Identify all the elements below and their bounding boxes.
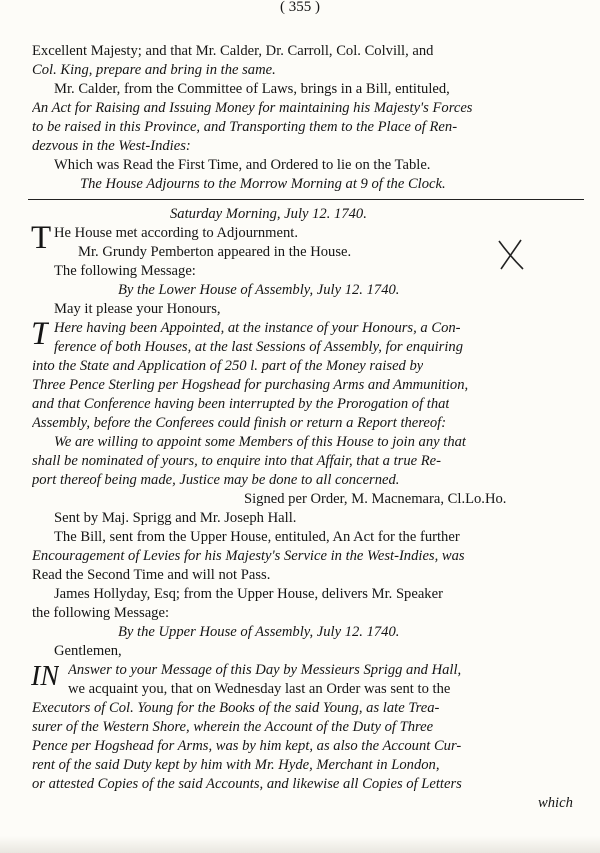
section-heading: Saturday Morning, July 12. 1740. xyxy=(170,206,367,222)
text-line: Encouragement of Levies for his Majesty's Service in the West-Indies, was xyxy=(32,548,465,564)
drop-cap: T xyxy=(31,318,50,351)
text-line: The House Adjourns to the Morrow Morning at 9 of the Clock. xyxy=(80,176,446,192)
text-line: Executors of Col. Young for the Books of the said Young, as late Trea- xyxy=(32,700,440,716)
drop-cap: T xyxy=(31,222,52,255)
text-line: We are willing to appoint some Members of this House to join any that xyxy=(54,434,466,450)
signature-line: Signed per Order, M. Macnemara, Cl.Lo.Ho. xyxy=(244,491,507,507)
text-line: Answer to your Message of this Day by Messieurs Sprigg and Hall, xyxy=(68,662,462,678)
text-line: ference of both Houses, at the last Sessions of Assembly, for enquiring xyxy=(54,339,464,355)
text-line: we acquaint you, that on Wednesday last an Order was sent to the xyxy=(68,681,451,697)
text-line: Which was Read the First Time, and Ordered to lie on the Table. xyxy=(54,157,431,173)
text-line: rent of the said Duty kept by him with Mr. Hyde, Merchant in London, xyxy=(32,757,440,773)
text-line: May it please your Honours, xyxy=(54,301,221,317)
text-line: By the Upper House of Assembly, July 12. 1740. xyxy=(118,624,400,640)
text-line: Gentlemen, xyxy=(54,643,122,659)
handwritten-x-mark xyxy=(496,238,526,272)
text-line: or attested Copies of the said Accounts, and likewise all Copies of Letters xyxy=(32,776,462,792)
drop-cap: IN xyxy=(31,661,59,692)
text-line: An Act for Raising and Issuing Money for maintaining his Majesty's Forces xyxy=(32,100,473,116)
text-line: Mr. Grundy Pemberton appeared in the House. xyxy=(78,244,352,260)
text-line: Read the Second Time and will not Pass. xyxy=(32,567,271,583)
text-line: Three Pence Sterling per Hogshead for purchasing Arms and Ammunition, xyxy=(32,377,469,393)
text-line: The Bill, sent from the Upper House, entituled, An Act for the further xyxy=(54,529,460,545)
text-line: the following Message: xyxy=(32,605,169,621)
text-line: dezvous in the West-Indies: xyxy=(32,138,191,154)
text-line: Here having been Appointed, at the instance of your Honours, a Con- xyxy=(54,320,461,336)
text-line: Mr. Calder, from the Committee of Laws, brings in a Bill, entituled, xyxy=(54,81,450,97)
text-line: Excellent Majesty; and that Mr. Calder, Dr. Carroll, Col. Colvill, and xyxy=(32,43,434,59)
text-line: Sent by Maj. Sprigg and Mr. Joseph Hall. xyxy=(54,510,297,526)
text-line: The following Message: xyxy=(54,263,196,279)
page-edge-shadow xyxy=(0,836,600,853)
page-number: ( 355 ) xyxy=(280,0,320,15)
text-line: Pence per Hogshead for Arms, was by him kept, as also the Account Cur- xyxy=(32,738,462,754)
text-line: By the Lower House of Assembly, July 12. 1740. xyxy=(118,282,400,298)
text-line: and that Conference having been interrupted by the Prorogation of that xyxy=(32,396,450,412)
catchword: which xyxy=(538,795,573,811)
text-line: into the State and Application of 250 l. part of the Money raised by xyxy=(32,358,424,374)
text-line: to be raised in this Province, and Transporting them to the Place of Ren- xyxy=(32,119,458,135)
section-divider xyxy=(28,199,584,200)
text-line: Col. King, prepare and bring in the same. xyxy=(32,62,276,78)
text-line: James Hollyday, Esq; from the Upper House, delivers Mr. Speaker xyxy=(54,586,443,602)
text-line: shall be nominated of yours, to enquire into that Affair, that a true Re- xyxy=(32,453,442,469)
text-line: Assembly, before the Conferees could finish or return a Report thereof: xyxy=(32,415,447,431)
text-line: port thereof being made, Justice may be done to all concerned. xyxy=(32,472,400,488)
text-line: surer of the Western Shore, wherein the Account of the Duty of Three xyxy=(32,719,434,735)
text-line: He House met according to Adjournment. xyxy=(54,225,298,241)
